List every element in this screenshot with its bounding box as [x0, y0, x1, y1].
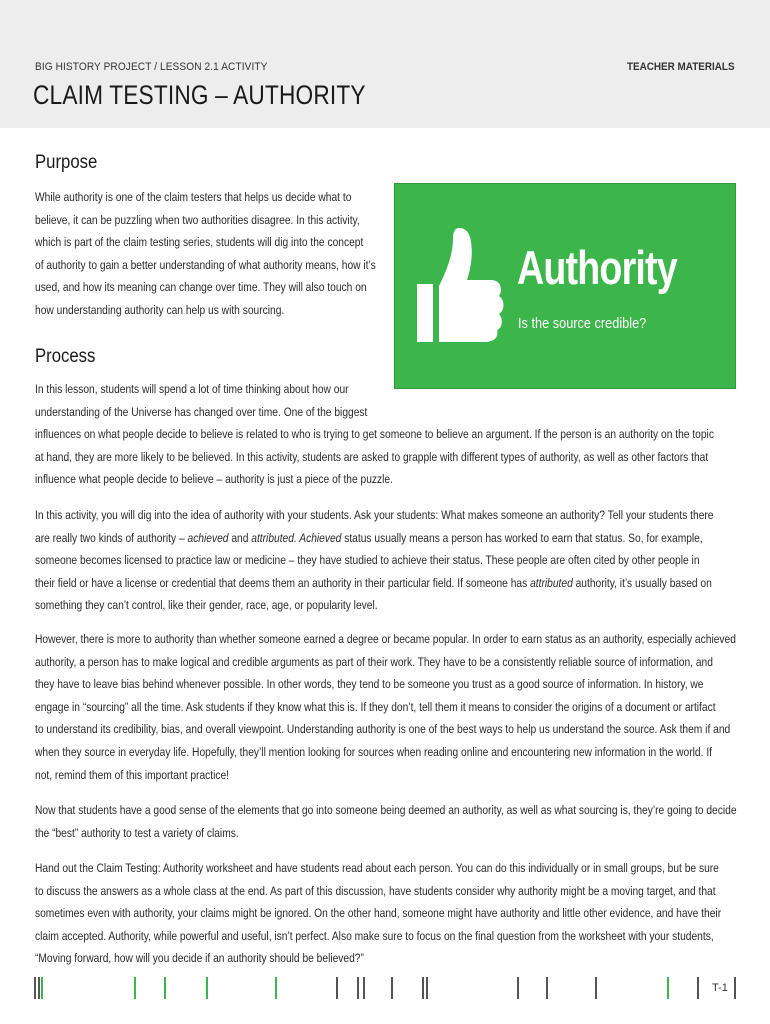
paragraph-line: influence what people decide to believe – authority is just a piece of the puzzle. — [35, 472, 393, 487]
process-paragraph-3 — [35, 628, 770, 786]
paragraph-line: something they can’t control, like their gender, race, age, or popularity level. — [35, 598, 378, 613]
text-run: and — [228, 530, 252, 545]
purpose-paragraph — [35, 186, 441, 322]
thumbs-up-icon — [415, 214, 505, 354]
process-paragraph-1 — [35, 378, 770, 491]
italic-achieved: achieved — [187, 530, 229, 545]
paragraph-line: claim accepted. Authority, while powerful and useful, isn’t perfect. Also make sure to focus on the final question from the worksheet with your students, — [35, 928, 714, 943]
purpose-line: While authority is one of the claim testers that helps us decide what to — [35, 190, 352, 204]
paragraph-line: Now that students have a good sense of the elements that go into someone being deemed an authority, as well as what sourcing is, they’re going to decide — [35, 803, 737, 817]
banner-subtitle: Is the source credible? — [518, 315, 647, 332]
text-run: authority, it’s usually based on — [572, 575, 712, 590]
process-paragraph-2 — [35, 504, 770, 617]
authority-banner — [394, 183, 736, 389]
paragraph-line: not, remind them of this important practice! — [35, 767, 230, 782]
paragraph-line: someone becomes licensed to practice law or medicine – they have studied to achieve their status. These people are often cited by other people in — [35, 553, 700, 568]
paragraph-line: In this lesson, students will spend a lot of time thinking about how our — [35, 382, 349, 396]
paragraph-line: sometimes even with authority, your claims might be ignored. On the other hand, someone might have authority and little other evidence, and have their — [35, 906, 722, 921]
page-title: CLAIM TESTING – AUTHORITY — [33, 80, 366, 110]
paragraph-line: authority, a person has to make logical and credible arguments as part of their work. They have to be a consistently reliable source of information, and — [35, 654, 713, 669]
footer-bar-marks — [0, 977, 770, 999]
paragraph-line: they have to leave bias behind whenever possible. In other words, they tend to be someone you trust as a good source of information. In history, we — [35, 677, 704, 692]
paragraph-line: Hand out the Claim Testing: Authority worksheet and have students read about each person. You can do this individually or in small groups, but be sure — [35, 861, 719, 875]
paragraph-line: “Moving forward, how will you decide if an authority should be believed?” — [35, 951, 364, 966]
purpose-line: how understanding authority can help us with sourcing. — [35, 302, 285, 317]
paragraph-line: However, there is more to authority than whether someone earned a degree or became popular. In order to earn status as an authority, especially achieved — [35, 632, 736, 646]
paragraph-line: influences on what people decide to believe is related to who is trying to get someone to believe an argument. If the person is an authority on the topic — [35, 427, 714, 442]
paragraph-line: when they source in everyday life. Hopefully, they’ll mention looking for sources when reading online and encountering new information in the world. If — [35, 744, 713, 759]
paragraph-line: In this activity, you will dig into the idea of authority with your students. Ask your students: What makes someone an authority? Tell your students there — [35, 508, 714, 522]
italic-attributed: attributed — [530, 575, 573, 590]
text-run: status usually means a person has worked to earn that status. So, for example, — [341, 530, 703, 545]
breadcrumb: BIG HISTORY PROJECT / LESSON 2.1 ACTIVITY — [35, 61, 268, 73]
paragraph-line: understanding of the Universe has changed over time. One of the biggest — [35, 404, 368, 419]
paragraph-line — [35, 572, 713, 595]
process-heading: Process — [35, 346, 96, 367]
text-run: their field or have a license or credential that deems them an authority in their particular field. If someone has — [35, 575, 531, 590]
italic-attributed: attributed. Achieved — [251, 530, 342, 545]
teacher-materials-label: TEACHER MATERIALS — [627, 61, 735, 73]
process-paragraph-4 — [35, 799, 770, 844]
process-paragraph-5 — [35, 857, 770, 970]
paragraph-line: the “best” authority to test a variety of claims. — [35, 825, 239, 840]
banner-title: Authority — [517, 241, 677, 294]
purpose-line: used, and how its meaning can change over time. They will also touch on — [35, 280, 367, 295]
paragraph-line: to discuss the answers as a whole class at the end. As part of this discussion, have students consider why authority might be a moving target, and that — [35, 883, 716, 898]
paragraph-line: at hand, they are more likely to be believed. In this activity, students are asked to grapple with different types of authority, as well as other factors that — [35, 449, 709, 464]
purpose-line: of authority to gain a better understanding of what authority means, how it’s — [35, 257, 376, 272]
text-run: are really two kinds of authority – — [35, 530, 188, 545]
purpose-line: which is part of the claim testing series, students will dig into the concept — [35, 235, 364, 250]
paragraph-line: to understand its credibility, bias, and overall viewpoint. Understanding authority is one of the best ways to help us understand the source. Ask them if and — [35, 722, 731, 737]
page-number: T-1 — [712, 982, 728, 994]
purpose-heading: Purpose — [35, 152, 98, 173]
paragraph-line — [35, 527, 713, 550]
purpose-line: believe, it can be puzzling when two authorities disagree. In this activity, — [35, 212, 360, 227]
paragraph-line: engage in “sourcing” all the time. Ask students if they know what this is. If they don’t, tell them it means to consider the origins of a document or artifact — [35, 699, 716, 714]
